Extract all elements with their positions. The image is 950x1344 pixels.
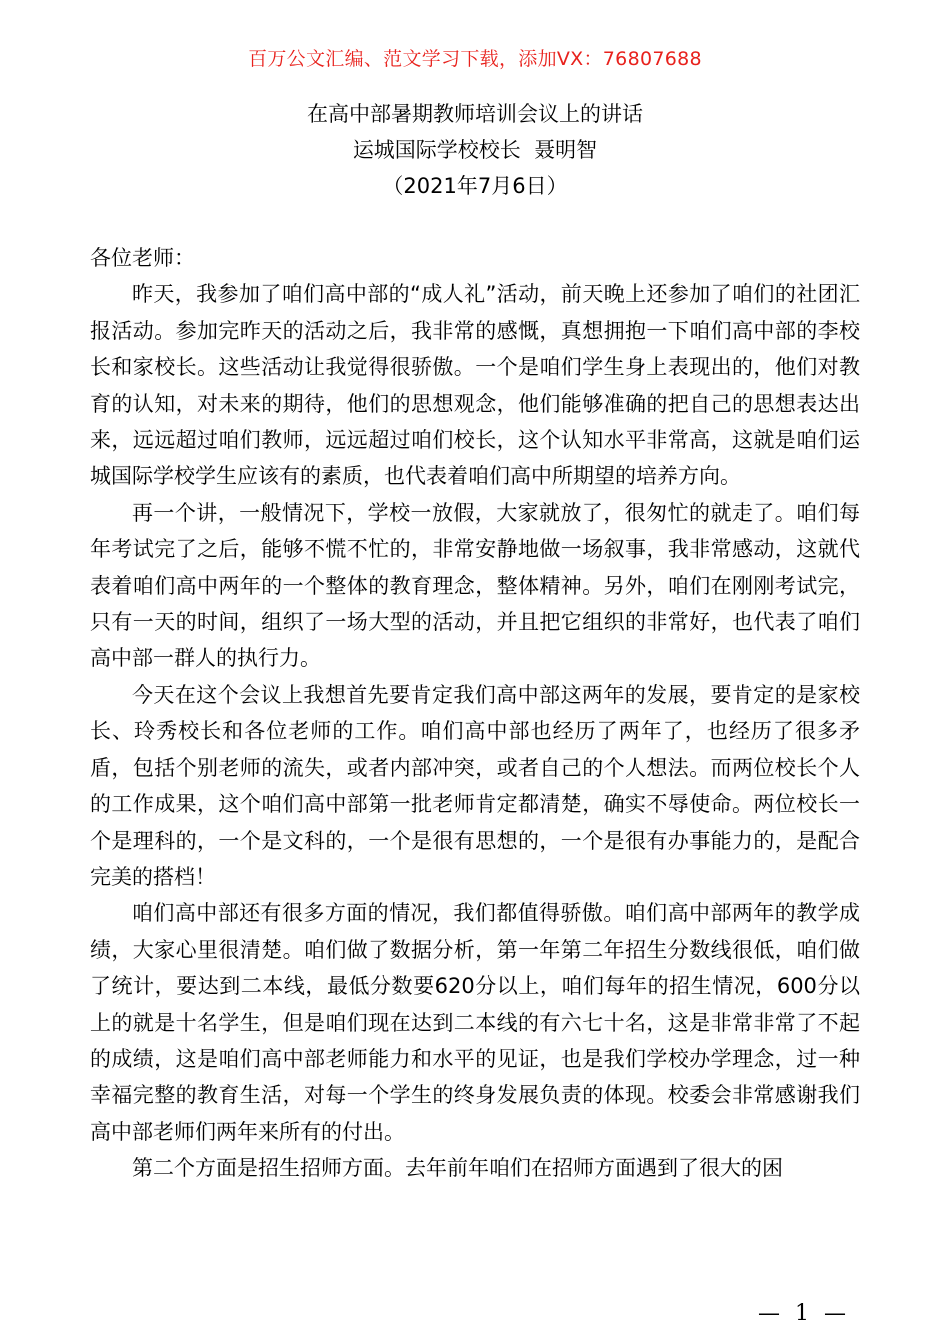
paragraph: 再一个讲，一般情况下，学校一放假，大家就放了，很匆忙的就走了。咱们每年考试完了之后，能够不慌不忙的，非常安静地做一场叙事，我非常感动，这就代表着咱们高中两年的一个整体的教育理念，整体精神。另外，咱们在刚刚考试完，只有一天的时间，组织了一场大型的活动，并且把它组织的非常好，也代表了咱们高中部一群人的执行力。 [90,500,860,671]
title-block [0,96,950,204]
paragraph: 咱们高中部还有很多方面的情况，我们都值得骄傲。咱们高中部两年的教学成绩，大家心里很清楚。咱们做了数据分析，第一年第二年招生分数线很低，咱们做了统计，要达到二本线，最低分数要620分以上，咱们每年的招生情况，600分以上的就是十名学生，但是咱们现在达到二本线的有六七十名，这是非常非常了不起的成绩，这是咱们高中部老师能力和水平的见证，也是我们学校办学理念，过一种幸福完整的教育生活，对每一个学生的终身发展负责的体现。校委会非常感谢我们高中部老师们两年来所有的付出。 [90,901,860,1144]
paragraph: 昨天，我参加了咱们高中部的“成人礼”活动，前天晚上还参加了咱们的社团汇报活动。参加完昨天的活动之后，我非常的感慨，真想拥抱一下咱们高中部的李校长和家校长。这些活动让我觉得很骄傲。一个是咱们学生身上表现出的，他们对教育的认知，对未来的期待，他们的思想观念，他们能够准确的把自己的思想表达出来，远远超过咱们教师，远远超过咱们校长，这个认知水平非常高，这就是咱们运城国际学校学生应该有的素质，也代表着咱们高中所期望的培养方向。 [90,282,860,489]
paragraph: 今天在这个会议上我想首先要肯定我们高中部这两年的发展，要肯定的是家校长、玲秀校长和各位老师的工作。咱们高中部也经历了两年了，也经历了很多矛盾，包括个别老师的流失，或者内部冲突，或者自己的个人想法。而两位校长个人的工作成果，这个咱们高中部第一批老师肯定都清楚，确实不辱使命。两位校长一个是理科的，一个是文科的，一个是很有思想的，一个是很有办事能力的，是配合完美的搭档！ [90,682,860,889]
speaker-line: 运城国际学校校长 聂明智 [352,138,598,162]
header-banner: 百万公文汇编、范文学习下载，添加VX：76807688 [248,48,702,70]
speech-body [90,240,860,1187]
salutation: 各位老师： [90,246,195,270]
page-number: — 1 — [758,1301,850,1326]
speech-date: （2021年7月6日） [382,174,568,198]
speech-title: 在高中部暑期教师培训会议上的讲话 [307,102,643,126]
paragraph: 第二个方面是招生招师方面。去年前年咱们在招师方面遇到了很大的困 [132,1156,783,1181]
